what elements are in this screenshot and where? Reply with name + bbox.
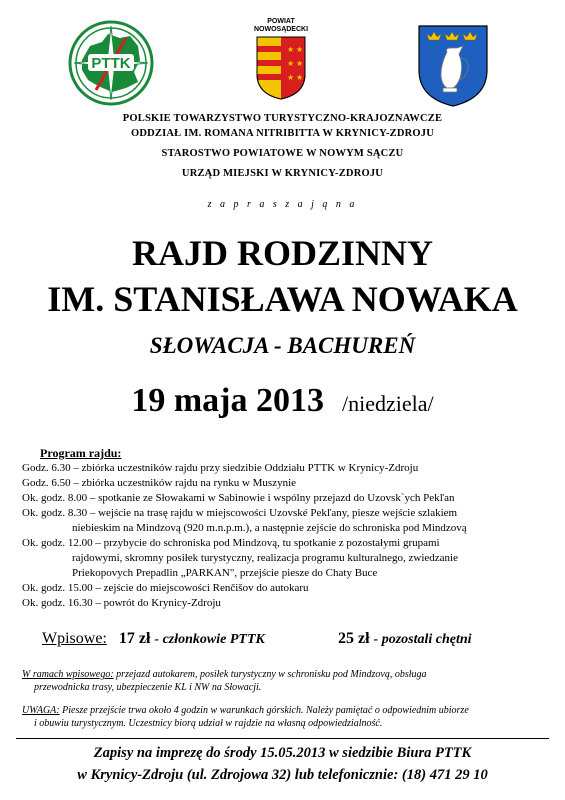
powiat-nowosadecki-logo	[246, 18, 316, 108]
program-item-continuation: niebieskim na Mindzovą (920 m.n.p.m.), a następnie zejście do schroniska pod Mindzovą	[72, 522, 467, 534]
footer-divider	[16, 738, 549, 739]
powiat-label-line2: NOWOSĄDECKI	[253, 26, 309, 33]
fee-desc-members: - członkowie PTTK	[154, 632, 265, 647]
logo-row	[0, 18, 565, 110]
organizer-pttk: POLSKIE TOWARZYSTWO TURYSTYCZNO-KRAJOZNAWCZE	[122, 113, 443, 124]
program-heading: Program rajdu:	[40, 446, 122, 460]
program-item: Godz. 6.50 – zbiórka uczestników rajdu na rynku w Muszynie	[22, 477, 297, 489]
warning-note	[22, 704, 552, 730]
program-item-continuation: rajdowymi, skromny posiłek turystyczny, realizacja programu kulturalnego, zwiedzanie	[72, 552, 458, 564]
pttk-logo	[68, 20, 154, 106]
pttk-logo-text: PTTK	[91, 55, 131, 72]
program-item: Ok. godz. 16.30 – powrót do Krynicy-Zdroju	[22, 597, 221, 609]
warning-text-1: Piesze przejście trwa około 4 godzin w warunkach górskich. Należy pamiętać o odpowiednim ubiorze	[59, 705, 469, 716]
program-item: Ok. godz. 8.00 – spotkanie ze Słowakami w Sabinowie i wspólny przejazd do Uzovsk`ych Pekľan	[22, 492, 455, 504]
registration-line1: Zapisy na imprezę do środy 15.05.2013 w siedzibie Biura PTTK	[93, 745, 472, 761]
organizer-starostwo: STAROSTWO POWIATOWE W NOWYM SĄCZU	[161, 148, 404, 159]
svg-text:★: ★	[287, 45, 295, 54]
event-subtitle: SŁOWACJA - BACHUREŃ	[149, 333, 416, 358]
includes-label: W ramach wpisowego:	[22, 669, 114, 680]
fee-desc-others: - pozostali chętni	[373, 632, 472, 647]
program-item: Ok. godz. 8.30 – wejście na trasę rajdu w miejscowości Uzovské Pekľany, piesze wejście szlakiem	[22, 507, 458, 519]
event-date: 19 maja 2013	[131, 382, 325, 419]
svg-text:★: ★	[287, 59, 295, 68]
organizer-oddzial: ODDZIAŁ IM. ROMANA NITRIBITTA W KRYNICY-ZDROJU	[130, 128, 435, 139]
event-title-line2: IM. STANISŁAWA NOWAKA	[47, 279, 518, 319]
program-item: Godz. 6.30 – zbiórka uczestników rajdu przy siedzibie Oddziału PTTK w Krynicy-Zdroju	[22, 462, 419, 474]
event-title-line1: RAJD RODZINNY	[131, 233, 433, 273]
organizer-urzad: URZĄD MIEJSKI W KRYNICY-ZDROJU	[181, 168, 384, 179]
event-day: /niedziela/	[342, 391, 434, 416]
powiat-label-line1: POWIAT	[267, 18, 295, 25]
program-list	[22, 461, 552, 611]
fee-amount-members: 17 zł	[118, 630, 151, 647]
invitation-text: z a p r a s z a j ą n a	[207, 199, 358, 210]
svg-text:★: ★	[287, 73, 295, 82]
krynica-coat-of-arms	[417, 24, 489, 108]
program-item: Ok. godz. 15.00 – zejście do miejscowości Renčišov do autokaru	[22, 582, 309, 594]
program-item: Ok. godz. 12.00 – przybycie do schroniska pod Mindzovą, tu spotkanie z pozostałymi grupami	[22, 537, 440, 549]
includes-text-1: przejazd autokarem, posiłek turystyczny w schronisku pod Mindzovą, obsługa	[113, 669, 427, 680]
powiat-shield-icon	[256, 36, 306, 100]
svg-text:★: ★	[296, 73, 304, 82]
svg-text:★: ★	[296, 59, 304, 68]
svg-text:★: ★	[296, 45, 304, 54]
warning-label: UWAGA:	[22, 705, 60, 716]
program-item-continuation: Priekopovych Prepadlin „PARKAN", przejście piesze do Chaty Buce	[72, 567, 378, 579]
fee-includes-note	[22, 668, 552, 694]
warning-text-2: i obuwiu turystycznym. Uczestnicy biorą udział w rajdzie na własną odpowiedzialność.	[34, 718, 383, 729]
includes-text-2: przewodnicka trasy, ubezpieczenie KL i NW na Słowacji.	[34, 682, 262, 693]
fee-amount-others: 25 zł	[338, 630, 370, 647]
registration-line2: w Krynicy-Zdroju (ul. Zdrojowa 32) lub telefonicznie: (18) 471 29 10	[77, 767, 488, 783]
fee-others	[338, 630, 472, 648]
fee-label: Wpisowe:	[42, 630, 107, 647]
fee-members	[42, 630, 265, 648]
event-date-row	[0, 382, 565, 420]
